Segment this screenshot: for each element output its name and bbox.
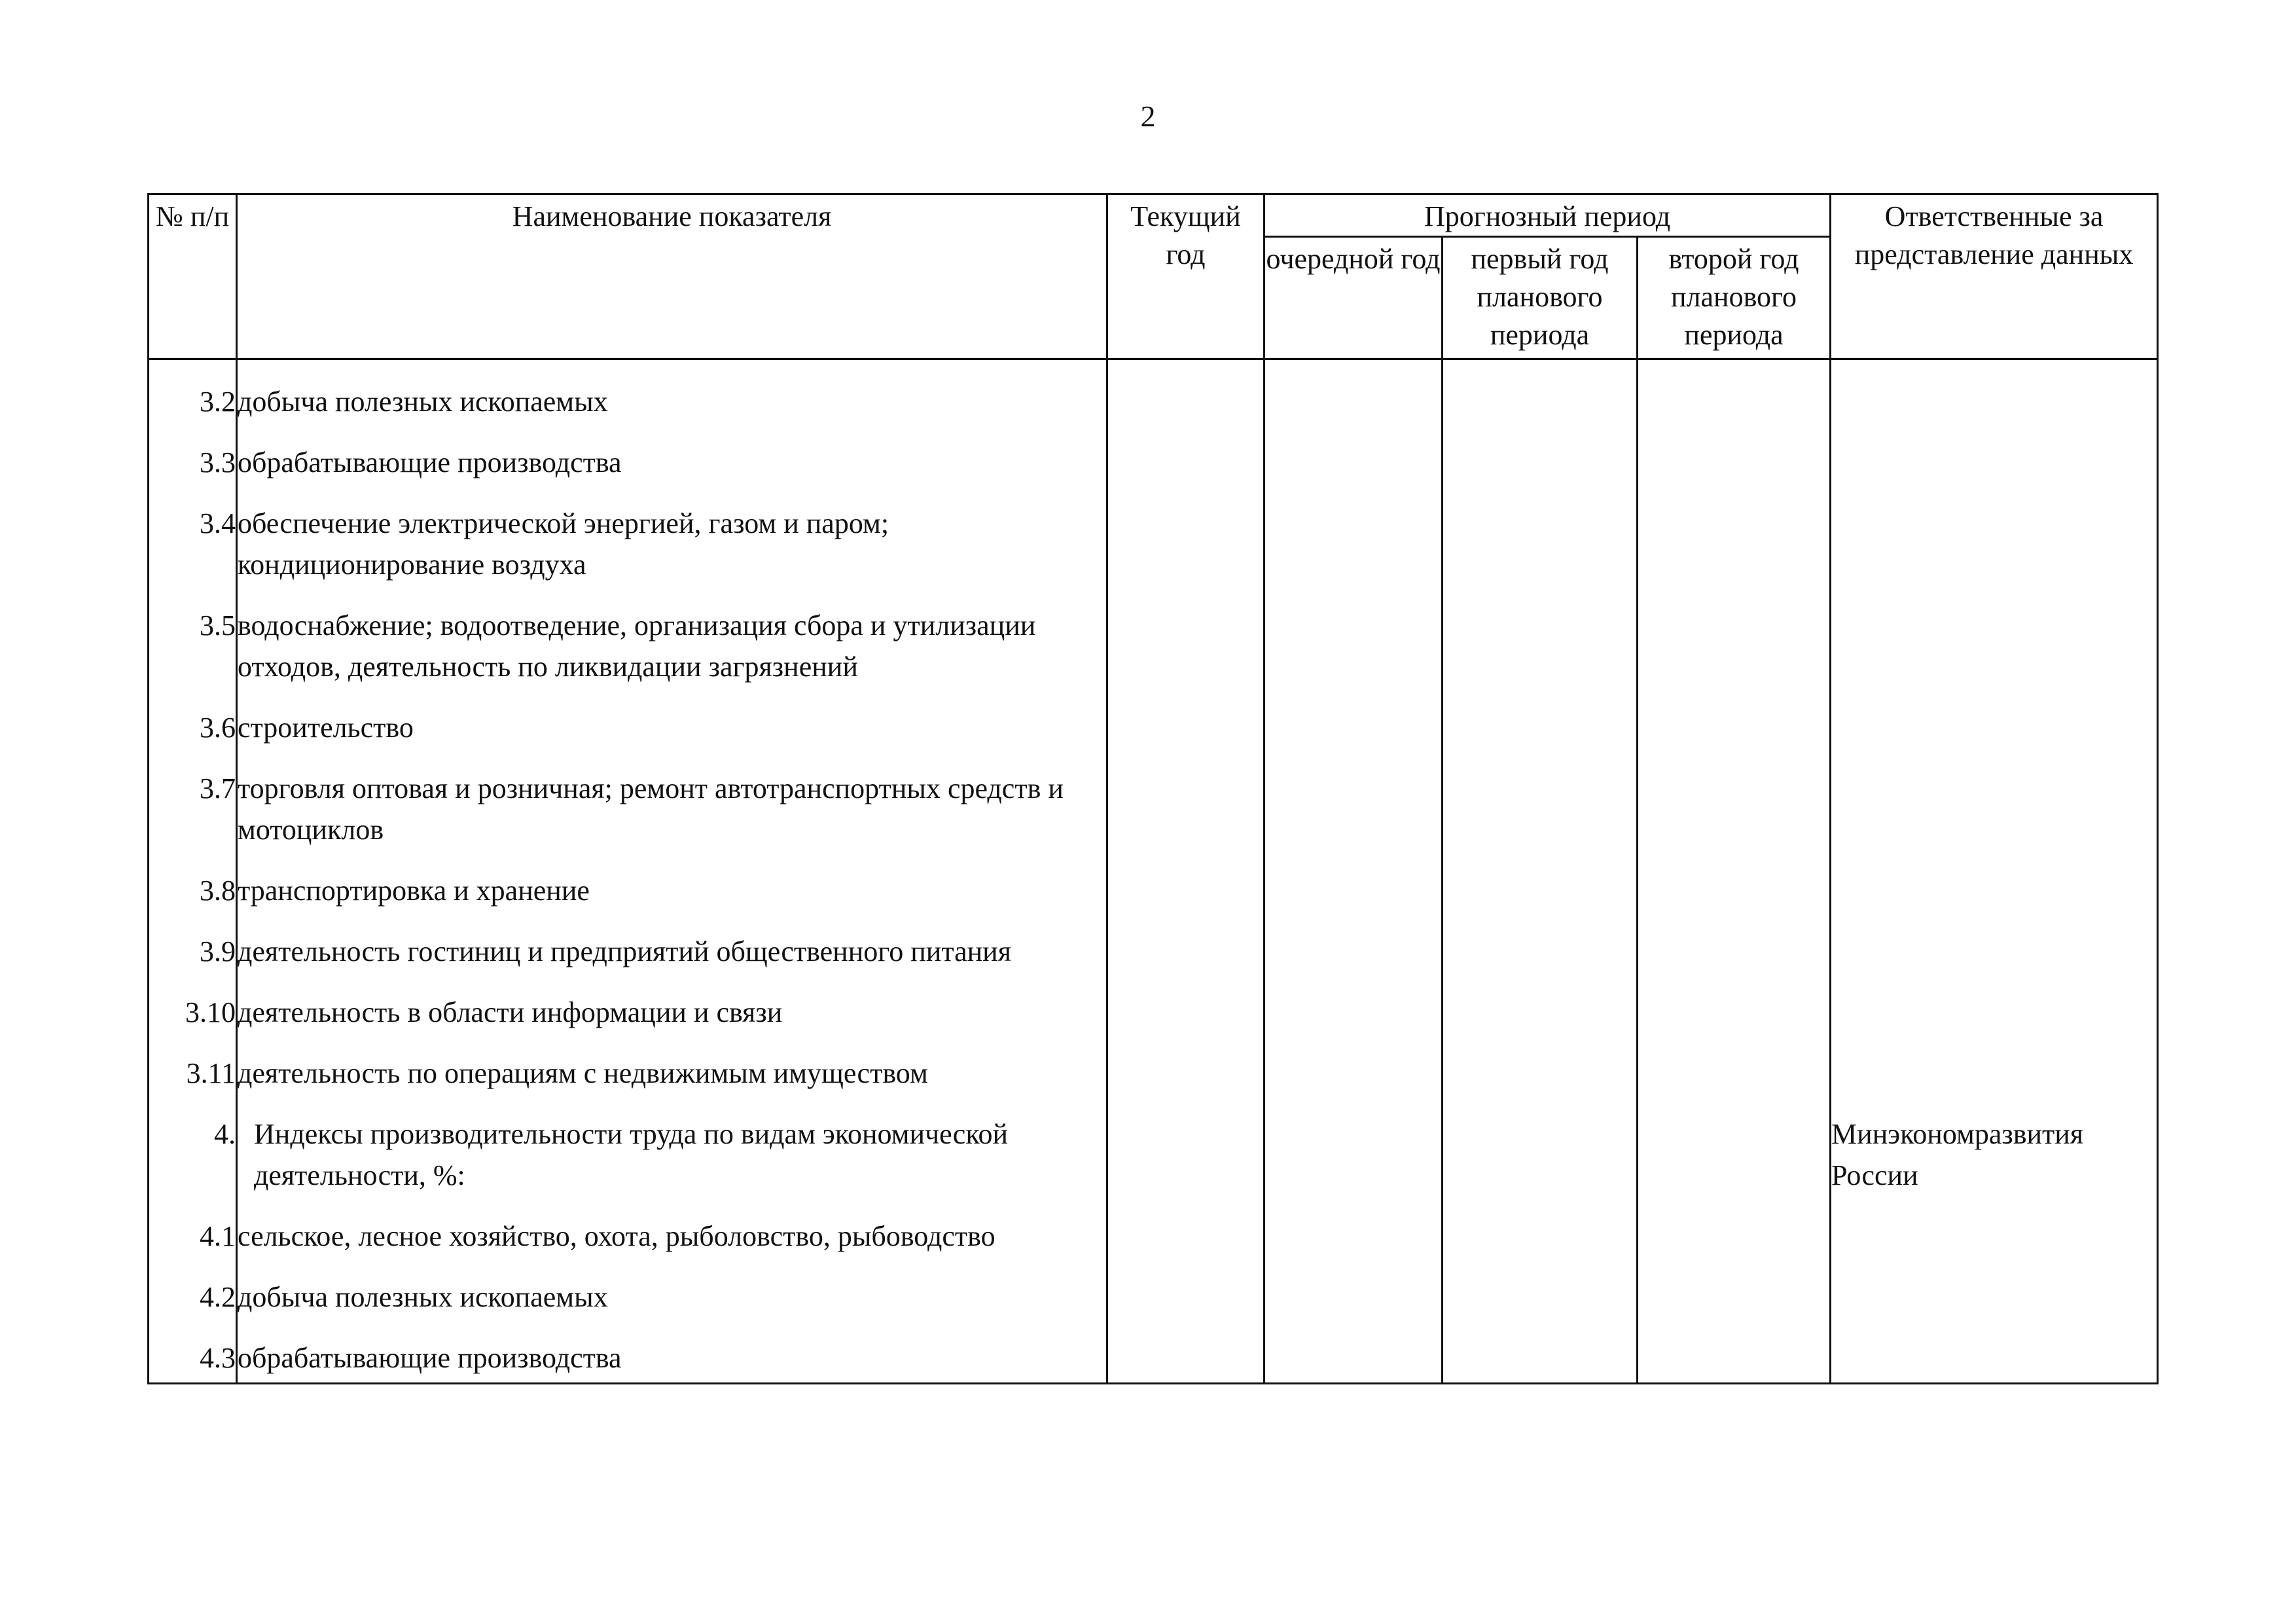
row-name: водоснабжение; водоотведение, организация сбора и утилизации отходов, деятельность по ликвидации загрязнений	[237, 605, 1107, 707]
header-num: № п/п	[149, 194, 237, 359]
cell-first-plan-year	[1443, 1337, 1638, 1384]
cell-second-plan-year	[1638, 1216, 1831, 1276]
cell-current-year	[1107, 1276, 1265, 1337]
row-name: деятельность гостиниц и предприятий общественного питания	[237, 931, 1107, 992]
row-num: 4.2	[149, 1276, 237, 1337]
cell-second-plan-year	[1638, 870, 1831, 931]
cell-first-plan-year	[1443, 707, 1638, 768]
row-name: строительство	[237, 707, 1107, 768]
cell-next-year	[1265, 870, 1443, 931]
header-name: Наименование показателя	[237, 194, 1107, 359]
cell-next-year	[1265, 768, 1443, 870]
table-row	[149, 707, 2158, 768]
indicators-table	[147, 193, 2159, 1384]
row-num: 4.3	[149, 1337, 237, 1384]
table-row	[149, 992, 2158, 1053]
row-responsible: Минэкономразвития России	[1831, 1113, 2158, 1216]
cell-current-year	[1107, 992, 1265, 1053]
row-responsible	[1831, 605, 2158, 707]
header-second-plan-year: второй год планового периода	[1638, 237, 1831, 359]
row-name: деятельность по операциям с недвижимым имуществом	[237, 1053, 1107, 1113]
cell-first-plan-year	[1443, 1113, 1638, 1216]
cell-next-year	[1265, 359, 1443, 442]
cell-next-year	[1265, 442, 1443, 503]
table-row	[149, 870, 2158, 931]
table-row	[149, 1216, 2158, 1276]
row-name: сельское, лесное хозяйство, охота, рыболовство, рыбоводство	[237, 1216, 1107, 1276]
cell-current-year	[1107, 1053, 1265, 1113]
cell-second-plan-year	[1638, 707, 1831, 768]
row-name: деятельность в области информации и связи	[237, 992, 1107, 1053]
cell-next-year	[1265, 931, 1443, 992]
header-current-year: Текущий год	[1107, 194, 1265, 359]
row-num: 3.9	[149, 931, 237, 992]
cell-current-year	[1107, 605, 1265, 707]
table-row	[149, 1053, 2158, 1113]
cell-first-plan-year	[1443, 992, 1638, 1053]
cell-second-plan-year	[1638, 992, 1831, 1053]
cell-first-plan-year	[1443, 931, 1638, 992]
row-responsible	[1831, 1053, 2158, 1113]
row-name: обеспечение электрической энергией, газом и паром; кондиционирование воздуха	[237, 503, 1107, 605]
table-row	[149, 768, 2158, 870]
cell-next-year	[1265, 503, 1443, 605]
row-name: транспортировка и хранение	[237, 870, 1107, 931]
row-responsible	[1831, 707, 2158, 768]
header-first-plan-year: первый год планового периода	[1443, 237, 1638, 359]
row-num: 3.8	[149, 870, 237, 931]
cell-current-year	[1107, 359, 1265, 442]
cell-second-plan-year	[1638, 503, 1831, 605]
row-responsible	[1831, 442, 2158, 503]
row-responsible	[1831, 503, 2158, 605]
table-row	[149, 442, 2158, 503]
cell-current-year	[1107, 1216, 1265, 1276]
table-row	[149, 931, 2158, 992]
row-num: 4.1	[149, 1216, 237, 1276]
cell-current-year	[1107, 1113, 1265, 1216]
cell-second-plan-year	[1638, 1113, 1831, 1216]
table-row	[149, 1113, 2158, 1216]
cell-second-plan-year	[1638, 1053, 1831, 1113]
row-name: обрабатывающие производства	[237, 1337, 1107, 1384]
cell-current-year	[1107, 768, 1265, 870]
cell-current-year	[1107, 931, 1265, 992]
cell-first-plan-year	[1443, 1216, 1638, 1276]
row-responsible	[1831, 768, 2158, 870]
cell-second-plan-year	[1638, 359, 1831, 442]
cell-next-year	[1265, 707, 1443, 768]
cell-second-plan-year	[1638, 442, 1831, 503]
row-name: Индексы производительности труда по видам экономической деятельности, %:	[237, 1113, 1107, 1216]
cell-second-plan-year	[1638, 1337, 1831, 1384]
table-row	[149, 503, 2158, 605]
table-row	[149, 1276, 2158, 1337]
row-name: обрабатывающие производства	[237, 442, 1107, 503]
cell-first-plan-year	[1443, 503, 1638, 605]
cell-next-year	[1265, 1216, 1443, 1276]
cell-second-plan-year	[1638, 1276, 1831, 1337]
row-num: 4.	[149, 1113, 237, 1216]
cell-next-year	[1265, 605, 1443, 707]
row-name: торговля оптовая и розничная; ремонт автотранспортных средств и мотоциклов	[237, 768, 1107, 870]
row-num: 3.4	[149, 503, 237, 605]
header-responsible: Ответственные за представление данных	[1831, 194, 2158, 359]
cell-next-year	[1265, 1276, 1443, 1337]
row-name: добыча полезных ископаемых	[237, 359, 1107, 442]
cell-first-plan-year	[1443, 768, 1638, 870]
row-responsible	[1831, 1216, 2158, 1276]
row-responsible	[1831, 359, 2158, 442]
cell-first-plan-year	[1443, 605, 1638, 707]
cell-first-plan-year	[1443, 1276, 1638, 1337]
cell-next-year	[1265, 1113, 1443, 1216]
row-num: 3.6	[149, 707, 237, 768]
header-next-year: очередной год	[1265, 237, 1443, 359]
cell-second-plan-year	[1638, 605, 1831, 707]
row-responsible	[1831, 992, 2158, 1053]
header-forecast-period: Прогнозный период	[1265, 194, 1831, 237]
row-num: 3.10	[149, 992, 237, 1053]
cell-first-plan-year	[1443, 359, 1638, 442]
row-num: 3.7	[149, 768, 237, 870]
row-responsible	[1831, 1337, 2158, 1384]
row-num: 3.11	[149, 1053, 237, 1113]
cell-second-plan-year	[1638, 931, 1831, 992]
cell-current-year	[1107, 1337, 1265, 1384]
page-number: 2	[1140, 99, 1156, 133]
cell-first-plan-year	[1443, 442, 1638, 503]
cell-second-plan-year	[1638, 768, 1831, 870]
cell-next-year	[1265, 1053, 1443, 1113]
row-num: 3.5	[149, 605, 237, 707]
row-num: 3.2	[149, 359, 237, 442]
cell-current-year	[1107, 442, 1265, 503]
table-row	[149, 1337, 2158, 1384]
cell-next-year	[1265, 1337, 1443, 1384]
row-responsible	[1831, 870, 2158, 931]
row-name: добыча полезных ископаемых	[237, 1276, 1107, 1337]
cell-first-plan-year	[1443, 870, 1638, 931]
table-row	[149, 359, 2158, 442]
row-num: 3.3	[149, 442, 237, 503]
row-responsible	[1831, 1276, 2158, 1337]
cell-first-plan-year	[1443, 1053, 1638, 1113]
table-row	[149, 605, 2158, 707]
cell-next-year	[1265, 992, 1443, 1053]
cell-current-year	[1107, 707, 1265, 768]
cell-current-year	[1107, 503, 1265, 605]
row-responsible	[1831, 931, 2158, 992]
cell-current-year	[1107, 870, 1265, 931]
